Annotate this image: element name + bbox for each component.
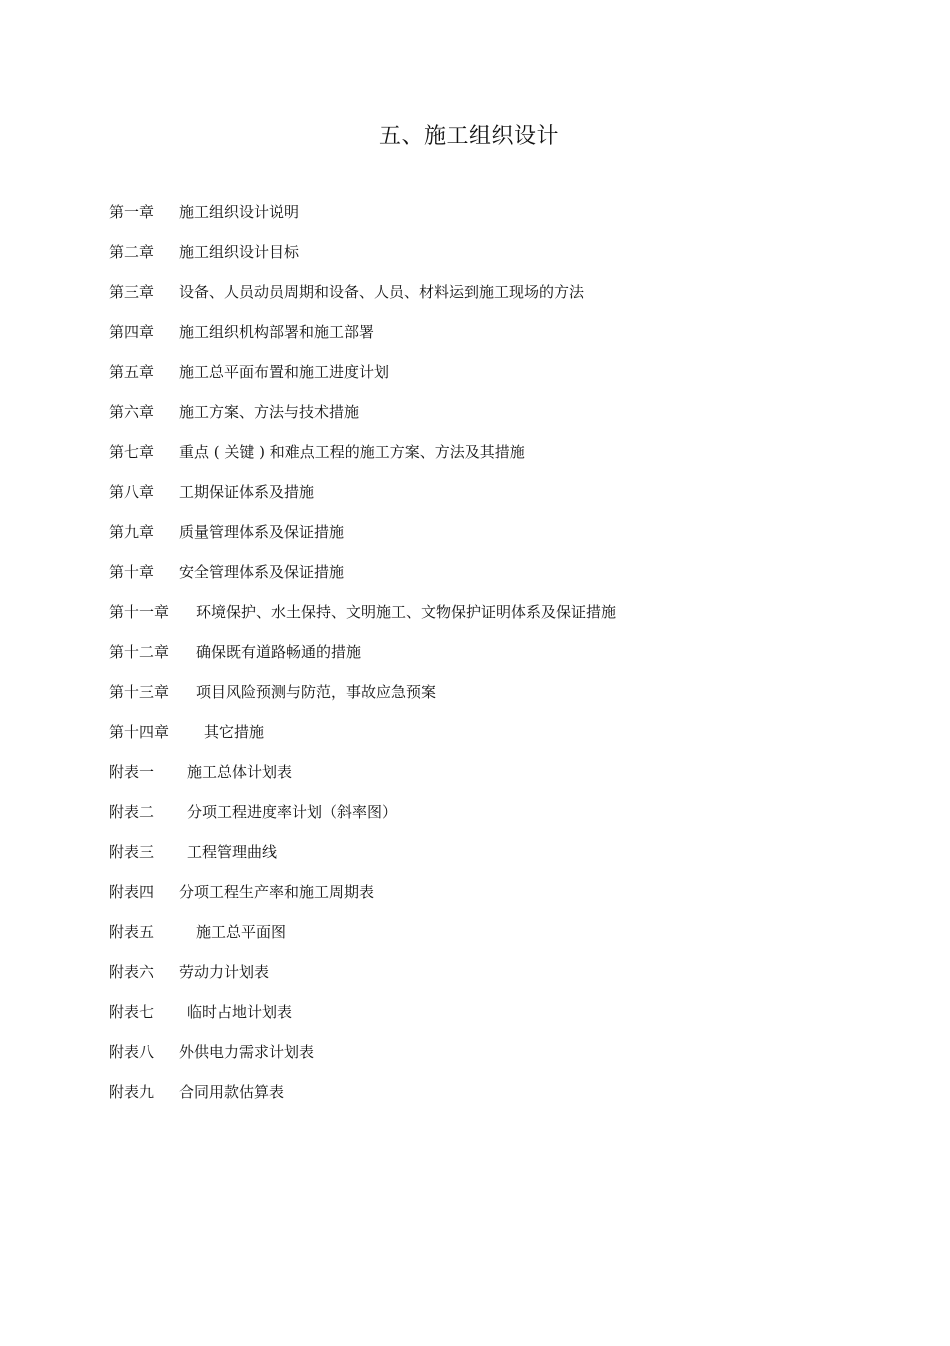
toc-item (109, 752, 869, 792)
toc-item (109, 912, 869, 952)
toc-item-title: 安全管理体系及保证措施 (179, 563, 345, 581)
toc-item-label: 第十一章 (109, 603, 170, 621)
toc-item-title: 设备、人员动员周期和设备、人员、材料运到施工现场的方法 (179, 283, 585, 301)
toc-item-label: 第三章 (109, 283, 155, 301)
table-of-contents (109, 192, 869, 1112)
toc-item-title: 施工组织设计说明 (179, 203, 300, 221)
toc-item-label: 附表四 (109, 883, 155, 901)
toc-item-label: 附表一 (109, 763, 155, 781)
toc-item-title: 施工总体计划表 (187, 763, 293, 781)
toc-item-title: 工程管理曲线 (187, 843, 278, 861)
toc-item-label: 第七章 (109, 443, 155, 461)
toc-item-label: 附表七 (109, 1003, 155, 1021)
toc-item (109, 392, 869, 432)
toc-item-label: 第十二章 (109, 643, 170, 661)
toc-item (109, 672, 869, 712)
toc-item-title: 施工方案、方法与技术措施 (179, 403, 360, 421)
toc-item-title: 分项工程生产率和施工周期表 (179, 883, 375, 901)
toc-item-label: 第六章 (109, 403, 155, 421)
toc-item (109, 352, 869, 392)
toc-item (109, 1032, 869, 1072)
toc-item (109, 432, 869, 472)
toc-item (109, 512, 869, 552)
toc-item (109, 632, 869, 672)
toc-item (109, 192, 869, 232)
toc-item-title: 合同用款估算表 (179, 1083, 285, 1101)
toc-item-title: 外供电力需求计划表 (179, 1043, 315, 1061)
toc-item-label: 第四章 (109, 323, 155, 341)
toc-item-title: 工期保证体系及措施 (179, 483, 315, 501)
toc-item-label: 第五章 (109, 363, 155, 381)
toc-item-title: 分项工程进度率计划（斜率图） (187, 803, 398, 821)
toc-item (109, 832, 869, 872)
toc-item (109, 952, 869, 992)
toc-item-label: 第十章 (109, 563, 155, 581)
toc-item-title: 环境保护、水土保持、文明施工、文物保护证明体系及保证措施 (196, 603, 617, 621)
toc-item-title: 施工总平面布置和施工进度计划 (179, 363, 390, 381)
toc-item (109, 992, 869, 1032)
toc-item (109, 312, 869, 352)
toc-item (109, 592, 869, 632)
toc-item-label: 附表八 (109, 1043, 155, 1061)
toc-item-title: 项目风险预测与防范，事故应急预案 (196, 683, 437, 701)
toc-item-title: 施工总平面图 (196, 923, 287, 941)
toc-item-title: 其它措施 (204, 723, 265, 741)
toc-item-label: 第十四章 (109, 723, 170, 741)
toc-item (109, 872, 869, 912)
toc-item-label: 附表二 (109, 803, 155, 821)
toc-item-title: 劳动力计划表 (179, 963, 270, 981)
toc-item (109, 792, 869, 832)
toc-item (109, 272, 869, 312)
toc-item-label: 第二章 (109, 243, 155, 261)
toc-item-label: 附表五 (109, 923, 155, 941)
toc-item-label: 第十三章 (109, 683, 170, 701)
toc-item (109, 232, 869, 272)
toc-item-label: 第一章 (109, 203, 155, 221)
toc-item-label: 附表三 (109, 843, 155, 861)
toc-item-title: 重点 ( 关键 ) 和难点工程的施工方案、方法及其措施 (179, 443, 525, 461)
toc-item (109, 552, 869, 592)
toc-item-title: 质量管理体系及保证措施 (179, 523, 345, 541)
toc-item-title: 施工组织设计目标 (179, 243, 300, 261)
toc-item-label: 附表九 (109, 1083, 155, 1101)
toc-item (109, 472, 869, 512)
toc-item-label: 第九章 (109, 523, 155, 541)
toc-item-title: 临时占地计划表 (187, 1003, 293, 1021)
toc-item-title: 确保既有道路畅通的措施 (196, 643, 362, 661)
page-title: 五、施工组织设计 (378, 124, 559, 149)
toc-item (109, 1072, 869, 1112)
toc-item (109, 712, 869, 752)
toc-item-title: 施工组织机构部署和施工部署 (179, 323, 375, 341)
toc-item-label: 第八章 (109, 483, 155, 501)
toc-item-label: 附表六 (109, 963, 155, 981)
